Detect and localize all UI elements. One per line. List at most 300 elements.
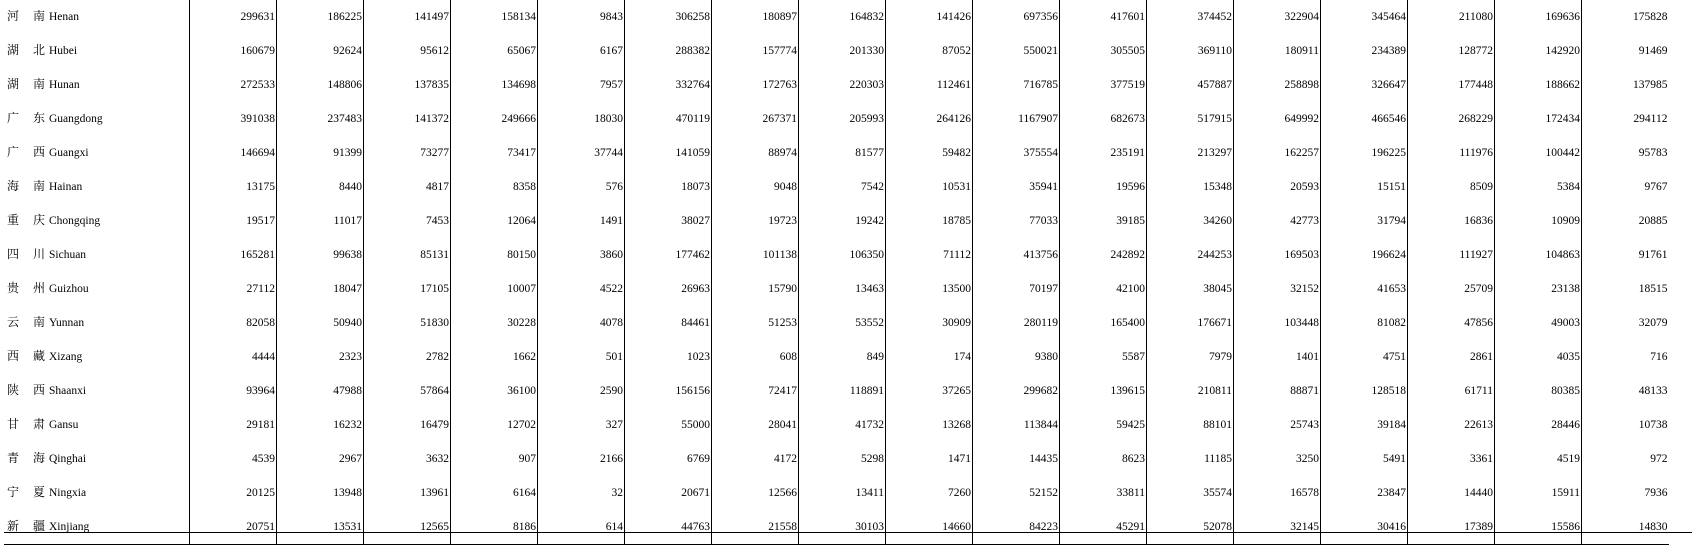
value-cell: 45291 (1060, 510, 1147, 545)
value-cell: 11185 (1147, 442, 1234, 476)
table-row (4, 68, 1669, 102)
value-cell: 41653 (1321, 272, 1408, 306)
value-cell: 177448 (1408, 68, 1495, 102)
value-cell: 35574 (1147, 476, 1234, 510)
value-cell: 7936 (1644, 486, 1668, 499)
value-cell: 52152 (973, 476, 1060, 510)
value-cell: 70197 (973, 272, 1060, 306)
value-cell: 26963 (625, 272, 712, 306)
value-cell: 267371 (712, 102, 799, 136)
value-cell: 18515 (1638, 282, 1668, 295)
value-cell: 196624 (1321, 238, 1408, 272)
value-cell: 5587 (1060, 340, 1147, 374)
value-cell: 15586 (1495, 510, 1582, 545)
value-cell: 165281 (190, 238, 277, 272)
value-cell: 20125 (190, 476, 277, 510)
value-cell: 7542 (799, 170, 886, 204)
value-cell: 55000 (625, 408, 712, 442)
value-cell: 141059 (625, 136, 712, 170)
value-cell: 19517 (190, 204, 277, 238)
value-cell: 294112 (1633, 112, 1668, 125)
value-cell: 85131 (364, 238, 451, 272)
value-cell: 42100 (1060, 272, 1147, 306)
region-cell (4, 408, 190, 442)
value-cell: 19596 (1060, 170, 1147, 204)
value-cell: 5491 (1321, 442, 1408, 476)
value-cell: 71112 (886, 238, 973, 272)
value-cell: 332764 (625, 68, 712, 102)
value-cell: 907 (451, 442, 538, 476)
value-cell: 50940 (277, 306, 364, 340)
value-cell: 716785 (973, 68, 1060, 102)
value-cell: 137985 (1633, 78, 1668, 91)
value-cell: 47988 (277, 374, 364, 408)
value-cell: 172434 (1495, 102, 1582, 136)
value-cell: 80385 (1495, 374, 1582, 408)
value-cell: 268229 (1408, 102, 1495, 136)
value-cell: 34260 (1147, 204, 1234, 238)
value-cell: 2967 (277, 442, 364, 476)
value-cell: 92624 (277, 34, 364, 68)
value-cell: 188662 (1495, 68, 1582, 102)
value-cell: 15151 (1321, 170, 1408, 204)
value-cell: 82058 (190, 306, 277, 340)
region-english-name: Gansu (49, 419, 79, 431)
value-cell: 113844 (973, 408, 1060, 442)
value-cell: 20885 (1638, 214, 1668, 227)
value-cell: 42773 (1234, 204, 1321, 238)
value-cell: 4035 (1495, 340, 1582, 374)
value-cell: 81577 (799, 136, 886, 170)
value-cell: 14435 (973, 442, 1060, 476)
value-cell: 205993 (799, 102, 886, 136)
value-cell: 111976 (1408, 136, 1495, 170)
value-cell: 201330 (799, 34, 886, 68)
value-cell: 142920 (1495, 34, 1582, 68)
value-cell: 13411 (799, 476, 886, 510)
table-row (4, 442, 1669, 476)
value-cell: 4519 (1495, 442, 1582, 476)
value-cell: 11017 (277, 204, 364, 238)
region-cell (4, 238, 190, 272)
value-cell: 141497 (364, 0, 451, 34)
value-cell: 100442 (1495, 136, 1582, 170)
region-cell (4, 476, 190, 510)
value-cell: 7979 (1147, 340, 1234, 374)
value-cell: 10909 (1495, 204, 1582, 238)
value-cell: 280119 (973, 306, 1060, 340)
value-cell: 59425 (1060, 408, 1147, 442)
value-cell: 244253 (1147, 238, 1234, 272)
value-cell: 7260 (886, 476, 973, 510)
value-cell: 134698 (451, 68, 538, 102)
table-row (4, 204, 1669, 238)
value-cell: 30909 (886, 306, 973, 340)
value-cell: 5298 (799, 442, 886, 476)
region-chinese-char-1: 贵 (7, 281, 20, 295)
value-cell: 88871 (1234, 374, 1321, 408)
value-cell: 95783 (1638, 146, 1668, 159)
value-cell: 18785 (886, 204, 973, 238)
value-cell: 14830 (1582, 510, 1669, 545)
table-row (4, 340, 1669, 374)
region-english-name: Sichuan (49, 249, 87, 261)
value-cell: 13531 (277, 510, 364, 545)
value-cell: 47856 (1408, 306, 1495, 340)
value-cell: 1023 (625, 340, 712, 374)
value-cell: 88974 (712, 136, 799, 170)
region-chinese-char-2: 州 (33, 281, 46, 295)
value-cell: 51253 (712, 306, 799, 340)
region-chinese-char-1: 西 (7, 349, 20, 363)
value-cell: 1491 (538, 204, 625, 238)
value-cell: 15790 (712, 272, 799, 306)
region-chinese-char-2: 西 (33, 383, 46, 397)
value-cell: 18073 (625, 170, 712, 204)
value-cell: 8623 (1060, 442, 1147, 476)
region-chinese-char-1: 海 (7, 179, 20, 193)
table-row (4, 476, 1669, 510)
value-cell: 51830 (364, 306, 451, 340)
value-cell: 14440 (1408, 476, 1495, 510)
value-cell: 2323 (277, 340, 364, 374)
table-row (4, 34, 1669, 68)
region-chinese-char-1: 甘 (7, 417, 20, 431)
value-cell: 41732 (799, 408, 886, 442)
table-row (4, 272, 1669, 306)
region-cell (4, 34, 190, 68)
value-cell: 25709 (1408, 272, 1495, 306)
value-cell: 39185 (1060, 204, 1147, 238)
region-chinese-char-2: 南 (33, 77, 46, 91)
value-cell: 146694 (190, 136, 277, 170)
value-cell: 59482 (886, 136, 973, 170)
value-cell: 4539 (190, 442, 277, 476)
region-chinese-char-1: 广 (7, 145, 20, 159)
value-cell: 211080 (1408, 0, 1495, 34)
value-cell: 32 (538, 476, 625, 510)
value-cell: 16578 (1234, 476, 1321, 510)
region-cell (4, 204, 190, 238)
value-cell: 4522 (538, 272, 625, 306)
value-cell: 28446 (1495, 408, 1582, 442)
value-cell: 258898 (1234, 68, 1321, 102)
value-cell: 2782 (364, 340, 451, 374)
region-english-name: Hainan (49, 181, 83, 193)
value-cell: 88101 (1147, 408, 1234, 442)
value-cell: 28041 (712, 408, 799, 442)
value-cell: 5384 (1495, 170, 1582, 204)
region-english-name: Chongqing (49, 215, 101, 227)
value-cell: 13463 (799, 272, 886, 306)
value-cell: 162257 (1234, 136, 1321, 170)
value-cell: 326647 (1321, 68, 1408, 102)
region-english-name: Guangdong (49, 113, 103, 125)
statistics-table-container (4, 0, 1669, 545)
value-cell: 17389 (1408, 510, 1495, 545)
value-cell: 213297 (1147, 136, 1234, 170)
value-cell: 128518 (1321, 374, 1408, 408)
region-english-name: Ningxia (49, 487, 87, 499)
value-cell: 14660 (886, 510, 973, 545)
table-row (4, 170, 1669, 204)
value-cell: 9380 (973, 340, 1060, 374)
value-cell: 91399 (277, 136, 364, 170)
value-cell: 1401 (1234, 340, 1321, 374)
value-cell: 158134 (451, 0, 538, 34)
value-cell: 73277 (364, 136, 451, 170)
value-cell: 104863 (1495, 238, 1582, 272)
region-chinese-char-2: 西 (33, 145, 46, 159)
value-cell: 20751 (190, 510, 277, 545)
value-cell: 10007 (451, 272, 538, 306)
value-cell: 176671 (1147, 306, 1234, 340)
table-row (4, 102, 1669, 136)
value-cell: 95612 (364, 34, 451, 68)
region-cell (4, 102, 190, 136)
region-chinese-char-1: 陕 (7, 383, 20, 397)
value-cell: 13268 (886, 408, 973, 442)
value-cell: 264126 (886, 102, 973, 136)
value-cell: 91761 (1638, 248, 1668, 261)
table-row (4, 510, 1669, 545)
value-cell: 417601 (1060, 0, 1147, 34)
value-cell: 32152 (1234, 272, 1321, 306)
value-cell: 139615 (1060, 374, 1147, 408)
region-chinese-char-1: 河 (7, 9, 20, 23)
value-cell: 16479 (364, 408, 451, 442)
value-cell: 52078 (1147, 510, 1234, 545)
value-cell: 30103 (799, 510, 886, 545)
value-cell: 13948 (277, 476, 364, 510)
value-cell: 87052 (886, 34, 973, 68)
region-english-name: Qinghai (49, 453, 87, 465)
region-chinese-char-2: 夏 (33, 485, 46, 499)
value-cell: 57864 (364, 374, 451, 408)
region-cell (4, 136, 190, 170)
value-cell: 19723 (712, 204, 799, 238)
value-cell: 12565 (364, 510, 451, 545)
value-cell: 101138 (712, 238, 799, 272)
region-cell (4, 0, 190, 34)
value-cell: 8509 (1408, 170, 1495, 204)
value-cell: 3361 (1408, 442, 1495, 476)
value-cell: 177462 (625, 238, 712, 272)
value-cell: 288382 (625, 34, 712, 68)
region-chinese-char-2: 北 (33, 43, 46, 57)
value-cell: 84461 (625, 306, 712, 340)
region-english-name: Henan (49, 11, 80, 23)
value-cell: 196225 (1321, 136, 1408, 170)
region-cell (4, 510, 190, 545)
value-cell: 608 (712, 340, 799, 374)
value-cell: 15911 (1495, 476, 1582, 510)
value-cell: 6167 (538, 34, 625, 68)
value-cell: 23138 (1495, 272, 1582, 306)
value-cell: 1167907 (973, 102, 1060, 136)
region-chinese-char-1: 四 (7, 247, 20, 261)
value-cell: 141372 (364, 102, 451, 136)
value-cell: 16232 (277, 408, 364, 442)
value-cell: 18030 (538, 102, 625, 136)
value-cell: 374452 (1147, 0, 1234, 34)
region-cell (4, 306, 190, 340)
value-cell: 4751 (1321, 340, 1408, 374)
value-cell: 7957 (538, 68, 625, 102)
value-cell: 19242 (799, 204, 886, 238)
value-cell: 369110 (1147, 34, 1234, 68)
value-cell: 35941 (973, 170, 1060, 204)
table-row (4, 238, 1669, 272)
value-cell: 48133 (1638, 384, 1668, 397)
region-cell (4, 272, 190, 306)
value-cell: 501 (538, 340, 625, 374)
value-cell: 49003 (1495, 306, 1582, 340)
value-cell: 33811 (1060, 476, 1147, 510)
value-cell: 31794 (1321, 204, 1408, 238)
value-cell: 682673 (1060, 102, 1147, 136)
region-chinese-char-1: 重 (7, 213, 20, 227)
value-cell: 249666 (451, 102, 538, 136)
region-chinese-char-1: 宁 (7, 485, 20, 499)
value-cell: 18047 (277, 272, 364, 306)
value-cell: 391038 (190, 102, 277, 136)
value-cell: 160679 (190, 34, 277, 68)
value-cell: 517915 (1147, 102, 1234, 136)
value-cell: 8440 (277, 170, 364, 204)
region-chinese-char-1: 湖 (7, 77, 20, 91)
region-english-name: Hubei (49, 45, 78, 57)
value-cell: 220303 (799, 68, 886, 102)
value-cell: 17105 (364, 272, 451, 306)
region-english-name: Shaanxi (49, 385, 87, 397)
region-chinese-char-2: 庆 (33, 213, 46, 227)
value-cell: 29181 (190, 408, 277, 442)
region-chinese-char-1: 新 (7, 519, 20, 533)
region-chinese-char-2: 南 (33, 315, 46, 329)
value-cell: 9048 (712, 170, 799, 204)
region-chinese-char-2: 疆 (33, 519, 46, 533)
value-cell: 93964 (190, 374, 277, 408)
value-cell: 2861 (1408, 340, 1495, 374)
region-chinese-char-1: 广 (7, 111, 20, 125)
region-chinese-char-1: 湖 (7, 43, 20, 57)
value-cell: 237483 (277, 102, 364, 136)
value-cell: 38045 (1147, 272, 1234, 306)
value-cell: 234389 (1321, 34, 1408, 68)
region-cell (4, 374, 190, 408)
value-cell: 9767 (1644, 180, 1668, 193)
region-cell (4, 442, 190, 476)
region-english-name: Guizhou (49, 283, 89, 295)
value-cell: 27112 (190, 272, 277, 306)
value-cell: 2590 (538, 374, 625, 408)
value-cell: 12064 (451, 204, 538, 238)
value-cell: 322904 (1234, 0, 1321, 34)
value-cell: 4817 (364, 170, 451, 204)
value-cell: 137835 (364, 68, 451, 102)
value-cell: 81082 (1321, 306, 1408, 340)
table-bottom-rule (4, 532, 1692, 533)
value-cell: 8186 (451, 510, 538, 545)
value-cell: 37265 (886, 374, 973, 408)
value-cell: 165400 (1060, 306, 1147, 340)
value-cell: 174 (886, 340, 973, 374)
region-english-name: Yunnan (49, 317, 85, 329)
value-cell: 272533 (190, 68, 277, 102)
value-cell: 4078 (538, 306, 625, 340)
value-cell: 375554 (973, 136, 1060, 170)
value-cell: 112461 (886, 68, 973, 102)
region-chinese-char-2: 东 (33, 111, 46, 125)
table-row (4, 374, 1669, 408)
region-chinese-char-2: 藏 (33, 349, 46, 363)
value-cell: 457887 (1147, 68, 1234, 102)
value-cell: 38027 (625, 204, 712, 238)
region-english-name: Xizang (49, 351, 83, 363)
value-cell: 80150 (451, 238, 538, 272)
value-cell: 22613 (1408, 408, 1495, 442)
value-cell: 25743 (1234, 408, 1321, 442)
value-cell: 30416 (1321, 510, 1408, 545)
value-cell: 157774 (712, 34, 799, 68)
region-chinese-char-1: 青 (7, 451, 20, 465)
value-cell: 16836 (1408, 204, 1495, 238)
value-cell: 156156 (625, 374, 712, 408)
value-cell: 111927 (1408, 238, 1495, 272)
value-cell: 15348 (1147, 170, 1234, 204)
table-row (4, 0, 1669, 34)
value-cell: 164832 (799, 0, 886, 34)
value-cell: 39184 (1321, 408, 1408, 442)
region-chinese-char-2: 南 (33, 179, 46, 193)
value-cell: 12702 (451, 408, 538, 442)
value-cell: 32145 (1234, 510, 1321, 545)
value-cell: 345464 (1321, 0, 1408, 34)
value-cell: 180897 (712, 0, 799, 34)
value-cell: 466546 (1321, 102, 1408, 136)
value-cell: 169503 (1234, 238, 1321, 272)
value-cell: 91469 (1638, 44, 1668, 57)
value-cell: 972 (1650, 452, 1668, 465)
value-cell: 13961 (364, 476, 451, 510)
value-cell: 649992 (1234, 102, 1321, 136)
value-cell: 21558 (712, 510, 799, 545)
region-cell (4, 340, 190, 374)
value-cell: 3860 (538, 238, 625, 272)
value-cell: 20593 (1234, 170, 1321, 204)
region-chinese-char-2: 海 (33, 451, 46, 465)
value-cell: 849 (799, 340, 886, 374)
value-cell: 37744 (538, 136, 625, 170)
value-cell: 106350 (799, 238, 886, 272)
value-cell: 4172 (712, 442, 799, 476)
value-cell: 128772 (1408, 34, 1495, 68)
value-cell: 413756 (973, 238, 1060, 272)
value-cell: 327 (538, 408, 625, 442)
value-cell: 6769 (625, 442, 712, 476)
value-cell: 118891 (799, 374, 886, 408)
value-cell: 377519 (1060, 68, 1147, 102)
region-chinese-char-2: 南 (33, 9, 46, 23)
value-cell: 4444 (190, 340, 277, 374)
province-statistics-table (4, 0, 1669, 545)
value-cell: 716 (1650, 350, 1668, 363)
value-cell: 576 (538, 170, 625, 204)
value-cell: 77033 (973, 204, 1060, 238)
value-cell: 148806 (277, 68, 364, 102)
value-cell: 84223 (973, 510, 1060, 545)
